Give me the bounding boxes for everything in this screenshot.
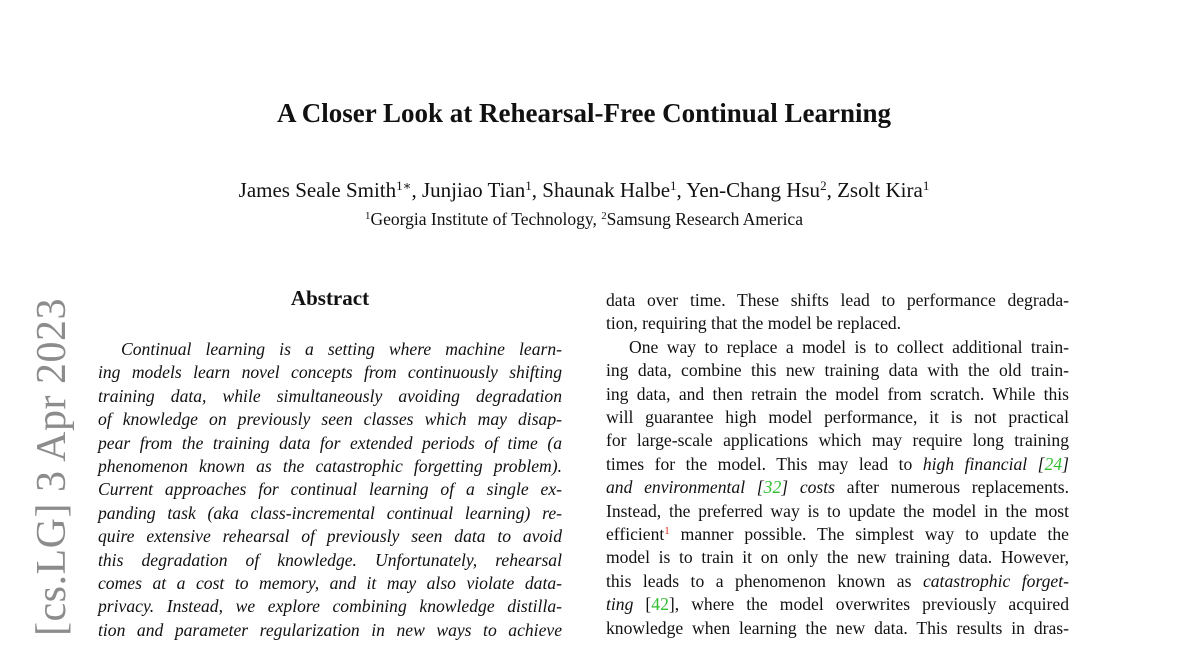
- affiliation: $^2$Samsung Research America: [601, 209, 803, 229]
- text-line: for large-scale applications which may require long training: [606, 430, 1069, 451]
- affiliation-list: $^1$Georgia Institute of Technology, $^2$Samsung Research America: [365, 209, 803, 229]
- text-line: tion, requiring that the model be replaced.: [606, 313, 902, 334]
- introduction-body: [606, 289, 1069, 640]
- text-line: phenomenon known as the catastrophic forgetting problem).: [98, 456, 562, 477]
- text-line: ting [42], where the model overwrites previously acquired: [606, 594, 1069, 615]
- text-line: model is to train it on only the new training data. However,: [606, 547, 1069, 568]
- text-line: Continual learning is a setting where machine learn-: [121, 339, 562, 359]
- text-line: training data, while simultaneously avoiding degradation: [98, 385, 562, 406]
- author-affiliation-mark: 1∗: [396, 177, 412, 193]
- text-line: this degradation of knowledge. Unfortunately, rehearsal: [98, 549, 562, 570]
- text-line: times for the model. This may lead to high financial [24]: [606, 453, 1069, 474]
- text-line: ing models learn novel concepts from continuously shifting: [98, 362, 562, 383]
- author: Junjiao Tian$^1$: [422, 177, 532, 202]
- paper-title: A Closer Look at Rehearsal-Free Continual Learning: [277, 98, 891, 128]
- text-line: of knowledge on previously seen classes which may disap-: [98, 409, 562, 430]
- text-line: and environmental [32] costs after numerous replacements.: [606, 477, 1069, 498]
- text-line: Current approaches for continual learning of a single ex-: [98, 479, 562, 500]
- text-line: panding task (aka class-incremental continual learning) re-: [98, 502, 562, 523]
- text-line: privacy. Instead, we explore combining knowledge distilla-: [98, 596, 562, 617]
- citation-link[interactable]: 24: [1044, 453, 1063, 474]
- author: James Seale Smith$^{1∗}$: [238, 177, 412, 202]
- text-line: ing data, and then retrain the model from scratch. While this: [606, 383, 1069, 404]
- text-line: tion and parameter regularization in new ways to achieve: [98, 619, 562, 640]
- text-line: data over time. These shifts lead to performance degrada-: [606, 290, 1069, 310]
- abstract-heading: Abstract: [290, 286, 370, 310]
- text-line: quire extensive rehearsal of previously seen data to avoid: [98, 526, 562, 547]
- citation-link[interactable]: 42: [651, 594, 669, 615]
- author: Yen-Chang Hsu$^2$: [686, 177, 827, 202]
- arxiv-watermark: [cs.LG] 3 Apr 2023: [29, 298, 75, 636]
- author-list: James Seale Smith$^{1∗}$, Junjiao Tian$^1$, Shaunak Halbe$^1$, Yen-Chang Hsu$^2$, Zsolt Kira$^1$: [238, 177, 930, 202]
- abstract-body: [98, 338, 562, 642]
- footnote-link[interactable]: 1: [664, 525, 670, 538]
- text-line: knowledge when learning the new data. This results in dras-: [606, 617, 1069, 638]
- text-line: ing data, combine this new training data with the old train-: [606, 360, 1069, 381]
- affiliation-mark: 1: [365, 210, 371, 223]
- text-line: One way to replace a model is to collect additional train-: [629, 336, 1069, 357]
- text-line: comes at a cost to memory, and it may also violate data-: [98, 573, 562, 594]
- affiliation-mark: 2: [601, 210, 607, 223]
- author-affiliation-mark: 1: [670, 177, 677, 193]
- text-line: will guarantee high model performance, it is not practical: [606, 407, 1069, 428]
- author-affiliation-mark: 1: [525, 177, 532, 193]
- affiliation: $^1$Georgia Institute of Technology: [365, 209, 593, 229]
- author-affiliation-mark: 1: [922, 177, 930, 193]
- author: Shaunak Halbe$^1$: [542, 177, 677, 202]
- author-affiliation-mark: 2: [820, 177, 827, 193]
- citation-link[interactable]: 32: [763, 477, 782, 498]
- author: Zsolt Kira$^1$: [837, 177, 930, 202]
- text-line: efficient$^1$ manner possible. The simplest way to update the: [606, 524, 1069, 545]
- text-line: this leads to a phenomenon known as catastrophic forget-: [606, 570, 1069, 591]
- text-line: Instead, the preferred way is to update the model in the most: [606, 500, 1069, 521]
- text-line: pear from the training data for extended periods of time (a: [98, 432, 562, 453]
